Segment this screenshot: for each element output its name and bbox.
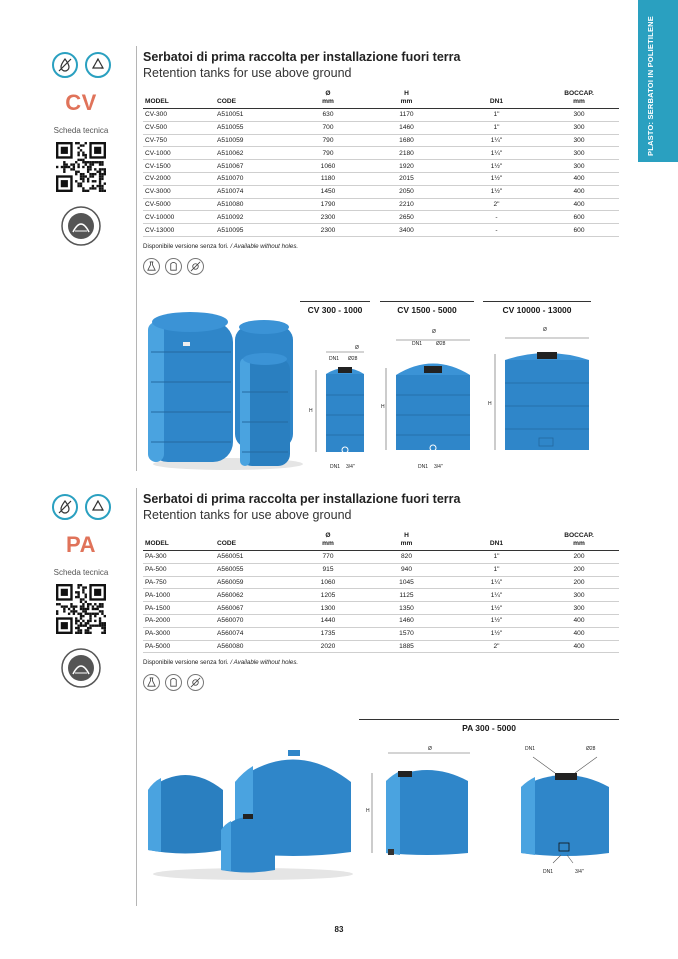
table-row	[143, 563, 619, 576]
cell-dn1: 1½"	[454, 172, 539, 185]
cv-diagram-title-1: CV 300 - 1000	[300, 301, 370, 315]
cell-boccap: 300	[539, 160, 619, 173]
pa-diagram-side	[362, 745, 472, 860]
cell-model: CV-1500	[143, 160, 215, 173]
cv-diagram-title-2: CV 1500 - 5000	[380, 301, 474, 315]
table-row	[143, 198, 619, 211]
pa-h-label: H	[366, 808, 370, 814]
cell-model: CV-1000	[143, 147, 215, 160]
cell-diam: 1440	[297, 614, 359, 627]
table-row	[143, 147, 619, 160]
pa-front-d28-label: Ø28	[586, 746, 596, 752]
cell-boccap: 300	[539, 589, 619, 602]
cell-boccap: 300	[539, 602, 619, 615]
cell-diam: 1205	[297, 589, 359, 602]
pa-spec-table	[143, 532, 619, 653]
cell-h: 1570	[359, 627, 454, 640]
cell-dn1: 2"	[454, 640, 539, 653]
cell-h: 1460	[359, 121, 454, 134]
pa-note	[143, 659, 619, 666]
pa-front-threequarter-label: 3/4"	[575, 869, 584, 875]
cell-model: CV-5000	[143, 198, 215, 211]
header-diam-unit: mm	[322, 98, 334, 105]
cv2-d28-label: Ø28	[436, 341, 446, 347]
cell-dn1: 1"	[454, 551, 539, 564]
table-row	[143, 551, 619, 564]
pa-option-icons	[143, 674, 619, 691]
cell-dn1: 2"	[454, 198, 539, 211]
cv-diagram-2	[378, 330, 473, 460]
cell-dn1: 1¼"	[454, 576, 539, 589]
page-number: 83	[334, 925, 344, 934]
cv3-h-label: H	[488, 401, 492, 407]
table-row	[143, 172, 619, 185]
cv-diagram-3	[485, 328, 593, 456]
cell-dn1: 1"	[454, 563, 539, 576]
cell-boccap: 400	[539, 185, 619, 198]
cell-h: 2210	[359, 198, 454, 211]
table-row	[143, 134, 619, 147]
cell-model: CV-500	[143, 121, 215, 134]
header-model: MODEL	[145, 540, 169, 547]
cell-code: A510059	[215, 134, 297, 147]
cell-h: 940	[359, 563, 454, 576]
cv-tanks-photo	[143, 302, 303, 472]
cv-section	[143, 50, 619, 275]
cell-h: 1350	[359, 602, 454, 615]
cv-title-en: Retention tanks for use above ground	[143, 66, 352, 80]
cv-product-code: CV	[65, 90, 97, 115]
table-row	[143, 602, 619, 615]
cell-code: A560051	[215, 551, 297, 564]
table-row	[143, 121, 619, 134]
cv2-threequarter-label: 3/4"	[434, 464, 443, 470]
cell-code: A560080	[215, 640, 297, 653]
cell-model: CV-3000	[143, 185, 215, 198]
pa-title-en: Retention tanks for use above ground	[143, 508, 352, 522]
tank-shape-icon	[165, 258, 182, 275]
cell-boccap: 400	[539, 627, 619, 640]
header-boccap-unit: mm	[573, 98, 585, 105]
cell-h: 3400	[359, 224, 454, 237]
cell-code: A510062	[215, 147, 297, 160]
cell-model: CV-300	[143, 109, 215, 122]
no-holes-icon	[187, 674, 204, 691]
table-row	[143, 614, 619, 627]
cell-model: CV-2000	[143, 172, 215, 185]
cv-spec-table	[143, 90, 619, 237]
cv2-dn1-bottom-label: DN1	[418, 464, 429, 470]
cell-diam: 915	[297, 563, 359, 576]
cell-dn1: 1"	[454, 121, 539, 134]
cv2-diam-label: Ø	[432, 329, 436, 335]
cell-boccap: 200	[539, 576, 619, 589]
header-model: MODEL	[145, 98, 169, 105]
cell-code: A510095	[215, 224, 297, 237]
cell-boccap: 400	[539, 640, 619, 653]
cell-code: A510070	[215, 172, 297, 185]
cell-diam: 1060	[297, 160, 359, 173]
cell-code: A560062	[215, 589, 297, 602]
cell-code: A560074	[215, 627, 297, 640]
cell-dn1: 1½"	[454, 185, 539, 198]
cv1-diam-label: Ø	[355, 345, 359, 351]
header-code: CODE	[217, 540, 237, 547]
cell-code: A560059	[215, 576, 297, 589]
cell-boccap: 400	[539, 172, 619, 185]
header-boccap: BOCCAP.	[564, 90, 594, 97]
cell-dn1: 1¼"	[454, 589, 539, 602]
cell-h: 1680	[359, 134, 454, 147]
table-row	[143, 160, 619, 173]
pa-left-column	[38, 494, 124, 688]
cell-code: A510074	[215, 185, 297, 198]
cell-diam: 700	[297, 121, 359, 134]
pa-title-it: Serbatoi di prima raccolta per installazione fuori terra	[143, 492, 461, 506]
cv-diagram-title-3: CV 10000 - 13000	[483, 301, 591, 315]
cell-diam: 790	[297, 134, 359, 147]
cell-model: PA-1500	[143, 602, 215, 615]
tank-shape-icon	[165, 674, 182, 691]
cell-h: 820	[359, 551, 454, 564]
cell-diam: 790	[297, 147, 359, 160]
cell-boccap: 300	[539, 109, 619, 122]
header-h: H	[404, 532, 409, 539]
pa-table-header	[143, 532, 619, 551]
pa-qr-code[interactable]	[56, 584, 106, 634]
cell-h: 2180	[359, 147, 454, 160]
cell-code: A510055	[215, 121, 297, 134]
cv-table-header	[143, 90, 619, 109]
header-diam-unit: mm	[322, 540, 334, 547]
cell-boccap: 400	[539, 614, 619, 627]
cell-h: 1920	[359, 160, 454, 173]
cv-note-it: Disponibile versione senza fori.	[143, 242, 229, 250]
cell-dn1: -	[454, 224, 539, 237]
cell-dn1: 1½"	[454, 614, 539, 627]
cell-boccap: 400	[539, 198, 619, 211]
table-row	[143, 224, 619, 237]
cell-h: 2050	[359, 185, 454, 198]
cell-diam: 770	[297, 551, 359, 564]
cell-h: 1125	[359, 589, 454, 602]
cell-model: PA-1000	[143, 589, 215, 602]
cell-diam: 1300	[297, 602, 359, 615]
cell-model: PA-750	[143, 576, 215, 589]
cv-quality-seal-icon	[61, 206, 101, 246]
table-row	[143, 576, 619, 589]
cell-code: A510051	[215, 109, 297, 122]
cv1-threequarter-label: 3/4"	[346, 464, 355, 470]
cell-boccap: 200	[539, 551, 619, 564]
header-boccap-unit: mm	[573, 540, 585, 547]
cell-boccap: 600	[539, 211, 619, 224]
pa-diagram-front	[515, 745, 615, 870]
cell-boccap: 200	[539, 563, 619, 576]
header-dn1: DN1	[489, 98, 504, 105]
cell-diam: 1790	[297, 198, 359, 211]
header-h-unit: mm	[400, 98, 413, 105]
cv-left-column	[38, 52, 124, 246]
cell-dn1: 1"	[454, 109, 539, 122]
cell-diam: 1735	[297, 627, 359, 640]
header-code: CODE	[217, 98, 237, 105]
cell-diam: 2020	[297, 640, 359, 653]
cell-diam: 630	[297, 109, 359, 122]
divider-cv	[136, 46, 137, 471]
cell-code: A560055	[215, 563, 297, 576]
cell-dn1: 1½"	[454, 627, 539, 640]
cell-model: PA-5000	[143, 640, 215, 653]
cv-note-en: / Available without holes.	[230, 242, 299, 250]
cell-model: CV-13000	[143, 224, 215, 237]
cell-model: CV-10000	[143, 211, 215, 224]
cell-h: 2015	[359, 172, 454, 185]
cell-code: A510080	[215, 198, 297, 211]
cell-h: 1460	[359, 614, 454, 627]
side-tab-label: PLASTO: SERBATOI IN POLIETILENE	[646, 16, 655, 156]
header-boccap: BOCCAP.	[564, 532, 594, 539]
cell-dn1: 1½"	[454, 602, 539, 615]
pa-scheda-label: Scheda tecnica	[53, 568, 109, 577]
cell-dn1: 1¼"	[454, 134, 539, 147]
cv-scheda-label: Scheda tecnica	[53, 126, 109, 135]
cv1-d28-label: Ø28	[348, 356, 358, 362]
table-row	[143, 640, 619, 653]
cell-code: A560070	[215, 614, 297, 627]
table-row	[143, 627, 619, 640]
no-holes-icon	[187, 258, 204, 275]
no-drinking-water-icon	[52, 494, 78, 520]
pa-note-it: Disponibile versione senza fori.	[143, 659, 229, 667]
recycle-icon	[85, 494, 111, 520]
cv-option-icons	[143, 258, 619, 275]
recycle-icon	[85, 52, 111, 78]
cell-boccap: 600	[539, 224, 619, 237]
cell-h: 1170	[359, 109, 454, 122]
cell-model: PA-300	[143, 551, 215, 564]
cell-diam: 1060	[297, 576, 359, 589]
cell-boccap: 300	[539, 121, 619, 134]
cell-model: CV-750	[143, 134, 215, 147]
pa-section	[143, 492, 619, 691]
table-row	[143, 211, 619, 224]
cell-model: PA-500	[143, 563, 215, 576]
pa-quality-seal-icon	[61, 648, 101, 688]
cv2-dn1-label: DN1	[412, 341, 423, 347]
pa-front-dn1-label: DN1	[525, 746, 536, 752]
cv1-dn1-label: DN1	[329, 356, 340, 362]
cell-h: 1045	[359, 576, 454, 589]
cell-code: A510067	[215, 160, 297, 173]
divider-pa	[136, 488, 137, 906]
cell-h: 2650	[359, 211, 454, 224]
cv3-diam-label: Ø	[543, 327, 547, 333]
cell-dn1: -	[454, 211, 539, 224]
cell-boccap: 300	[539, 147, 619, 160]
cv1-dn1-bottom-label: DN1	[330, 464, 341, 470]
flask-icon	[143, 258, 160, 275]
cell-diam: 2300	[297, 224, 359, 237]
cv2-h-label: H	[381, 404, 385, 410]
pa-note-en: / Available without holes.	[230, 659, 299, 667]
side-tab	[638, 0, 678, 162]
cell-boccap: 300	[539, 134, 619, 147]
header-dn1: DN1	[489, 540, 504, 547]
cell-model: PA-2000	[143, 614, 215, 627]
pa-front-dn1-bottom-label: DN1	[543, 869, 554, 875]
pa-diam-label: Ø	[428, 746, 432, 752]
pa-diagram-title: PA 300 - 5000	[359, 719, 619, 733]
flask-icon	[143, 674, 160, 691]
cell-code: A510092	[215, 211, 297, 224]
cv-note	[143, 243, 619, 250]
cell-dn1: 1¼"	[454, 147, 539, 160]
cv1-h-label: H	[309, 408, 313, 414]
table-row	[143, 185, 619, 198]
table-row	[143, 109, 619, 122]
cv-title-it: Serbatoi di prima raccolta per installazione fuori terra	[143, 50, 461, 64]
header-h: H	[404, 90, 409, 97]
no-drinking-water-icon	[52, 52, 78, 78]
header-diam: Ø	[325, 532, 331, 539]
cell-code: A560067	[215, 602, 297, 615]
cv-qr-code[interactable]	[56, 142, 106, 192]
cell-diam: 1450	[297, 185, 359, 198]
table-row	[143, 589, 619, 602]
pa-tanks-photo	[143, 742, 358, 882]
cell-diam: 2300	[297, 211, 359, 224]
header-h-unit: mm	[400, 540, 413, 547]
cell-model: PA-3000	[143, 627, 215, 640]
cell-h: 1885	[359, 640, 454, 653]
cell-diam: 1180	[297, 172, 359, 185]
cell-dn1: 1½"	[454, 160, 539, 173]
pa-product-code: PA	[66, 532, 96, 557]
header-diam: Ø	[325, 90, 331, 97]
